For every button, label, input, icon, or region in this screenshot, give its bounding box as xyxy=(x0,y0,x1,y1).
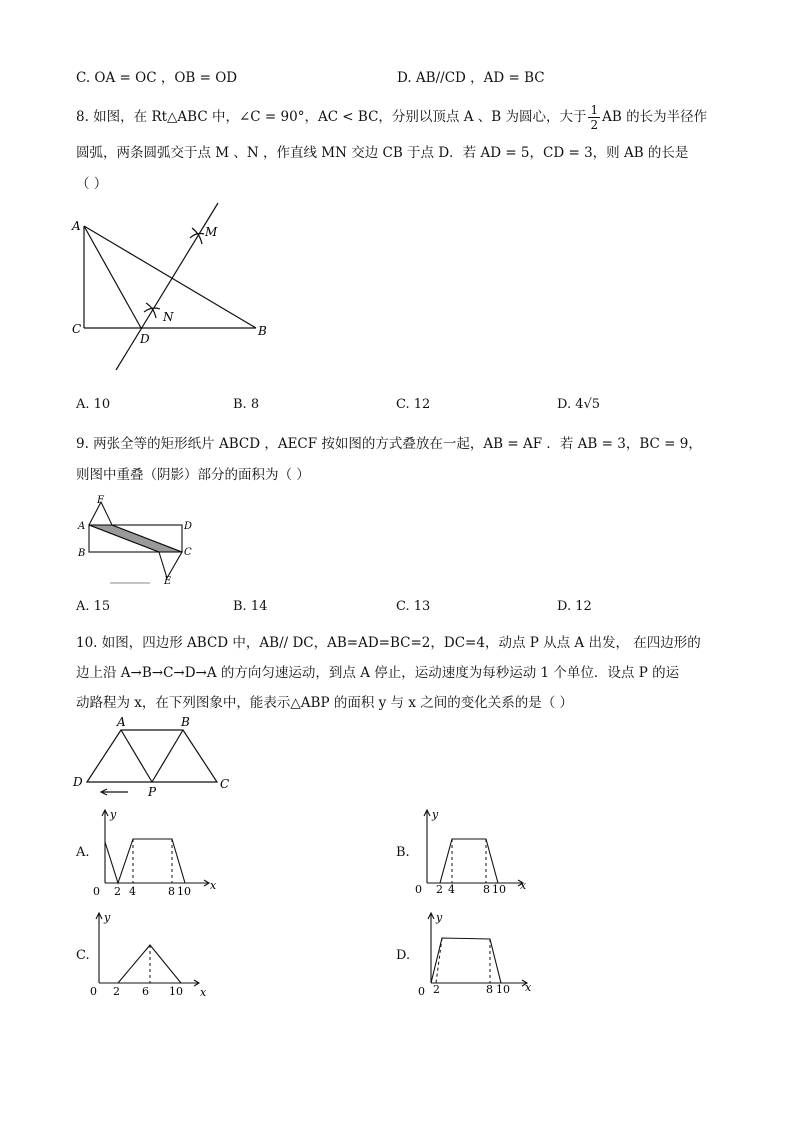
fraction-numerator: 1 xyxy=(590,103,599,117)
q8-option-a: A. 10 xyxy=(76,397,111,412)
q8-option-c: C. 12 xyxy=(396,397,431,412)
label-d: D xyxy=(73,775,83,789)
overlap-shaded-region xyxy=(89,525,182,552)
tick-label: 2 xyxy=(113,985,120,998)
q8-figure xyxy=(66,200,286,376)
label-b: B xyxy=(78,548,86,559)
q10-graph-d xyxy=(414,908,546,1000)
label-c: C xyxy=(184,547,192,558)
y-label: y xyxy=(104,911,111,924)
graph-line xyxy=(105,839,185,883)
tick-label: 8 xyxy=(486,983,493,996)
x-label: x xyxy=(520,879,527,892)
arc-n-2 xyxy=(146,303,156,318)
label-c: C xyxy=(220,777,230,791)
label-n: N xyxy=(163,310,174,324)
label-c: C xyxy=(72,322,82,336)
label-m: M xyxy=(205,225,218,239)
q9-option-b: B. 14 xyxy=(233,599,268,614)
q8-option-d: D. 4√5 xyxy=(557,397,601,412)
tick-label: 4 xyxy=(129,885,136,897)
q8-half-fraction xyxy=(588,104,600,131)
q7-option-d: D. AB//CD ，AD = BC xyxy=(397,70,545,86)
tick-label: 8 xyxy=(483,883,490,896)
tick-label: 10 xyxy=(496,983,510,996)
origin-label: 0 xyxy=(418,985,425,998)
q10-graph-a xyxy=(88,805,220,897)
tick-label: 4 xyxy=(448,883,455,896)
graph-line xyxy=(440,839,498,883)
origin-label: 0 xyxy=(90,985,97,998)
fraction-denominator: 2 xyxy=(590,118,599,132)
x-label: x xyxy=(200,986,207,999)
q10-option-d: D. xyxy=(396,948,411,963)
label-a: A xyxy=(78,521,86,532)
segment-ap xyxy=(121,730,152,782)
q10-option-b: B. xyxy=(396,845,410,860)
label-d: D xyxy=(184,521,193,532)
perpendicular-bisector-mn xyxy=(116,203,218,370)
x-label: x xyxy=(210,879,217,892)
q8-line3: （ ） xyxy=(76,176,108,192)
tick-label: 6 xyxy=(142,985,149,998)
tick-label: 10 xyxy=(169,985,183,998)
x-label: x xyxy=(525,981,532,994)
origin-label: 0 xyxy=(93,885,100,897)
tick-label: 10 xyxy=(492,883,506,896)
label-a: A xyxy=(72,219,81,233)
trapezoid-abcd xyxy=(87,730,217,782)
q10-graph-c xyxy=(88,908,220,1000)
q8-line1-b: AB 的长为半径作 xyxy=(602,109,708,125)
segment-bp xyxy=(152,730,183,782)
label-e: E xyxy=(164,576,172,587)
y-label: y xyxy=(436,911,443,924)
q9-line2: 则图中重叠（阴影）部分的面积为（ ） xyxy=(76,467,310,483)
label-b: B xyxy=(181,715,190,729)
y-label: y xyxy=(110,808,117,821)
label-p: P xyxy=(148,785,157,799)
q8-line2: 圆弧，两条圆弧交于点 M 、N ，作直线 MN 交边 CB 于点 D．若 AD = 5，CD = 3，则 AB 的长是 xyxy=(76,145,689,161)
q9-option-d: D. 12 xyxy=(557,599,592,614)
q9-line1: 9. 两张全等的矩形纸片 ABCD ，AECF 按如图的方式叠放在一起，AB = AF ．若 AB = 3，BC = 9， xyxy=(76,436,702,452)
tick-label: 2 xyxy=(114,885,121,897)
q10-option-c: C. xyxy=(76,948,90,963)
tick-label: 2 xyxy=(436,883,443,896)
origin-label: 0 xyxy=(415,883,422,896)
q10-line3: 动路程为 x，在下列图象中，能表示△ABP 的面积 y 与 x 之间的变化关系的是（ ） xyxy=(76,695,574,711)
arc-m-2 xyxy=(192,228,202,244)
label-b: B xyxy=(258,324,267,338)
q8-option-b: B. 8 xyxy=(233,397,260,412)
y-label: y xyxy=(432,808,439,821)
label-f: F xyxy=(97,495,104,506)
label-d: D xyxy=(140,332,150,346)
label-a: A xyxy=(117,715,126,729)
q8-line1-a: 8. 如图，在 Rt△ABC 中，∠C = 90°，AC < BC，分别以顶点 A 、B 为圆心，大于 xyxy=(76,109,587,125)
q9-option-a: A. 15 xyxy=(76,599,111,614)
q10-option-a: A. xyxy=(76,845,90,860)
segment-ad xyxy=(84,226,141,328)
q10-line1: 10. 如图，四边形 ABCD 中，AB// DC，AB=AD=BC=2，DC=4，动点 P 从点 A 出发， 在四边形的 xyxy=(76,635,701,651)
q10-graph-b xyxy=(410,805,542,897)
q9-figure xyxy=(70,492,210,588)
q7-option-c: C. OA = OC ，OB = OD xyxy=(76,70,238,86)
tick-label: 8 xyxy=(168,885,175,897)
q10-line2: 边上沿 A→B→C→D→A 的方向匀速运动，到点 A 停止，运动速度为每秒运动 1 个单位．设点 P 的运 xyxy=(76,665,680,681)
q8-line1 xyxy=(76,104,707,131)
tick-label: 10 xyxy=(177,885,191,897)
q9-option-c: C. 13 xyxy=(396,599,431,614)
tick-label: 2 xyxy=(433,983,440,996)
q10-figure xyxy=(70,712,240,804)
